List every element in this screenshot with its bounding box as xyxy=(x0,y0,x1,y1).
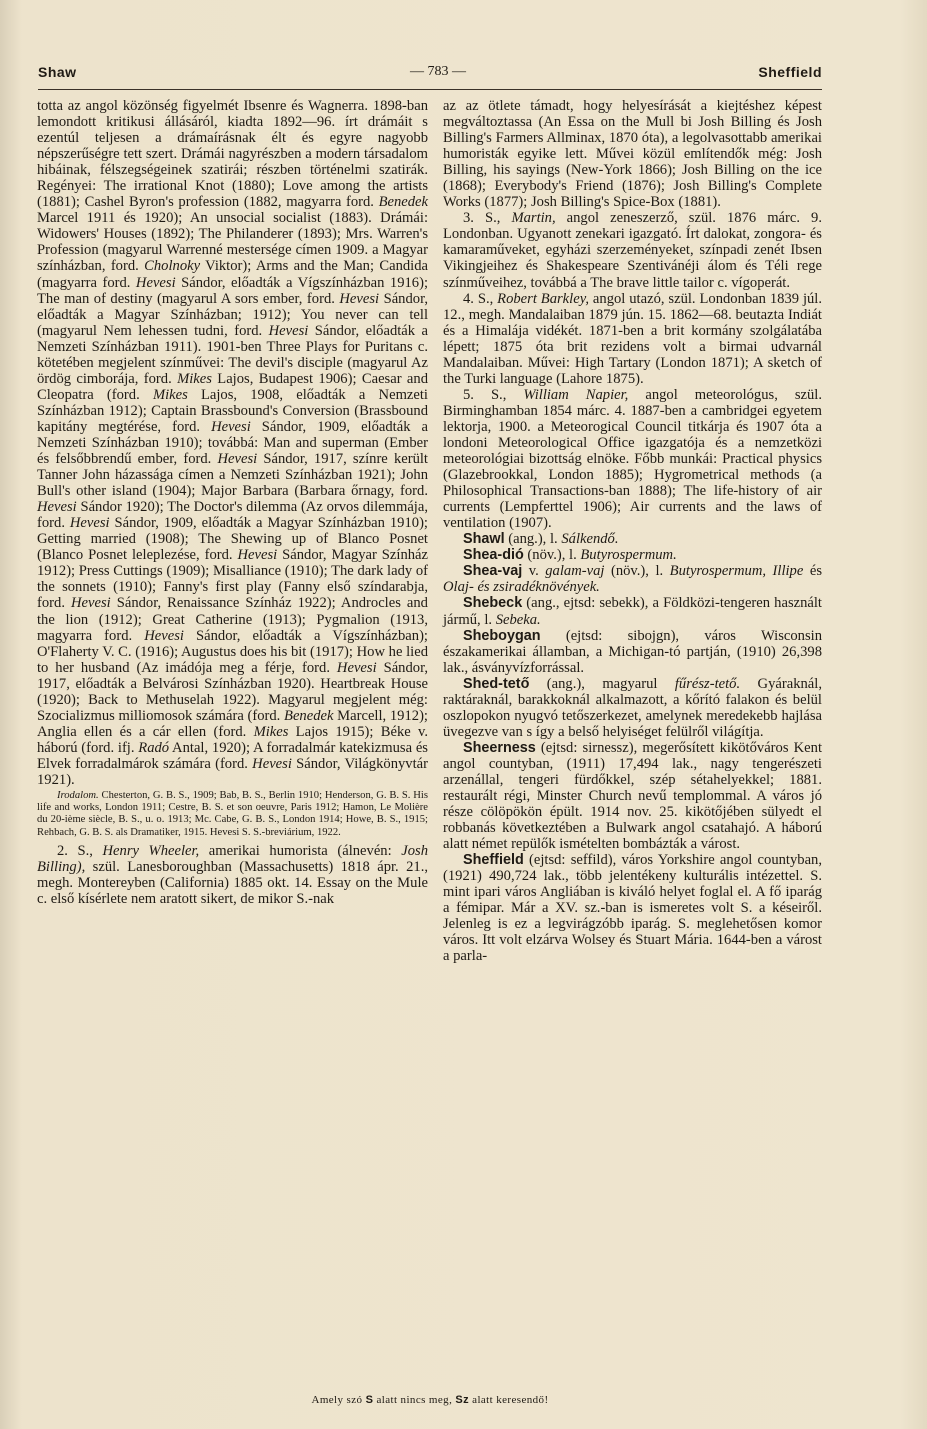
page-header xyxy=(38,64,822,84)
sheffield-entry: Sheffield (ejtsd: seffild), város Yorkshire angol countyban, (1921) 490,724 lak., több jelentékeny kulturális intézettel. S. mint ipari város Angliában is kiváló helyet foglal el. A fő iparág a fémipar. Már a XV. sz.-ban is ismeretes volt S. a késeiről. Jelenleg is ez a legvirágzóbb iparág. S. meglehetősen komor város. Itt volt elzárva Wolsey és Stuart Mária. 1644-ben a várost a parla- xyxy=(443,852,822,965)
shawl-entry: Shawl (ang.), l. Sálkendő. xyxy=(463,531,619,548)
header-rule xyxy=(38,89,822,90)
right-column xyxy=(443,98,822,965)
shea-vaj-entry: Shea-vaj v. galam-vaj (növ.), l. Butyrospermum, Illipe és Olaj- és zsiradéknövények. xyxy=(443,563,823,596)
page-footer-note: Amely szó S alatt nincs meg, Sz alatt keresendő! xyxy=(311,1394,549,1406)
shaw-henry-wheeler-entry: 2. S., Henry Wheeler, amerikai humorista (álnevén: Josh Billing), szül. Lanesboroughban (Massachusetts) 1818 ápr. 21., megh. Montereyben (California) 1885 okt. 14. Essay on the Mule c. első kísérlete nem aratott sikert, de mikor S.-nak xyxy=(37,842,428,907)
shaw-william-napier-entry: 5. S., William Napier, angol meteorológus, szül. Birminghamban 1854 márc. 4. 1887-ben a cambridgei egyetem lektorja, 1900. a Meteorogical Council titkárja és 1907 óta a londoni Meteorological Office igazgatója és a nemzetközi meteorológiai bizottság elnöke. Főbb munkái: Practical physics (Glazebrookkal, London 1885); Hygrometrical methods (a Philosophical Transactions-ban 1888); The life-history of air currents (Lempferttel 1906); Air currents and the laws of ventilation (1907). xyxy=(443,386,823,532)
shaw-henry-wheeler-continued: az az ötlete támadt, hogy helyesírását a kiejtéshez képest megváltoztassa (An Essa on the Mull bi Josh Billing és Josh Billing's Farmers Allminax, 1870 óta), a legolvasottabb amerikai humoristák egyike lett. Művei közül említendők még: Josh Billing, his sayings (New-York 1866); Josh Billing on the ice (1868); Everybody's Friend (1876); Josh Billing's Complete Works (1877); Josh Billing's Spice-Box (1881). xyxy=(443,98,822,211)
shea-dio-entry: Shea-dió (növ.), l. Butyrospermum. xyxy=(463,547,677,564)
shaw-george-bernard-entry: totta az angol közönség figyelmét Ibsenre és Wagnerra. 1898-ban lemondott kritikusi állásáról, kiadta 1892—96. írt drámáit s ezentúl teljesen a drámaírásnak élt és egyre nagyobb népszerűségre tett szert. Drámái nagyrészben a modern társadalom hibáinak, félszegségeinek szatirái; részben történelmi szatirák. Regényei: The irrational Knot (1880); Love among the artists (1881); Cashel Byron's profession (1882, magyarra ford. Benedek Marcel 1911 és 1920); An unsocial socialist (1883). Drámái: Widowers' Houses (1892); The Philanderer (1893); Mrs. Warren's Profession (magyarul Warrenné mestersége címen 1909. a Magyar színházban, ford. Cholnoky Viktor); Arms and the Man; Candida (magyarra ford. Hevesi Sándor, előadták a Vígszínházban 1916); The man of destiny (magyarul A sors ember, ford. Hevesi Sándor, előadták a Magyar Színházban; 1912); You never can tell (magyarul Nem lehessen tudni, ford. Hevesi Sándor, előadták a Nemzeti Színházban 1911). 1901-ben Three Plays for Puritans c. kötetében megjelent színművei: The devil's disciple (magyarul Az ördög cimborája, ford. Mikes Lajos, Budapest 1906); Caesar and Cleopatra (ford. Mikes Lajos, 1908, előadták a Nemzeti Színházban 1912); Captain Brassbound's Conversion (Brassbound kapitány megtérése, ford. Hevesi Sándor, 1909, előadták a Nemzeti Színházban 1910); továbbá: Man and superman (Ember és felsőbbrendű ember, ford. Hevesi Sándor, 1917, színre került Tanner John házassága címen a Nemzeti Színházban 1921); John Bull's other island (1904); Major Barbara (Barbara őrnagy, ford. Hevesi Sándor 1920); The Doctor's dilemma (Az orvos dilemmája, ford. Hevesi Sándor, 1909, előadták a Magyar Színházban 1910); Getting married (1908); The Shewing up of Blanco Posnet (Blanco Posnet leleplezése, ford. Hevesi Sándor, Magyar Színház 1912); Press Cuttings (1909); Misalliance (1910); The dark lady of the sonnets (1910); Fanny's first play (Fanny első színdarabja, ford. Hevesi Sándor, Renaissance Színház 1922); Androcles and the lion (1912); Great Catherine (1913); Pygmalion (1913, magyarra ford. Hevesi Sándor, előadták a Vígszínházban); O'Flaherty V. C. (1916); Augustus does his bit (1917); How he lied to her husband (Az imádója meg a férje, ford. Hevesi Sándor, 1917, előadták a Belvárosi Színházban 1920). Heartbreak House (1920); Back to Methuselah 1922). Magyarul megjelent még: Szocializmus milliomosok számára (ford. Benedek Marcell, 1912); Anglia ellen és a cár ellen (ford. Mikes Lajos 1915); Béke v. háború (ford. ifj. Radó Antal, 1920); A forradalmár katekizmusa és Elvek forradalmárok számára (ford. Hevesi Sándor, Világkönyvtár 1921). xyxy=(37,98,429,788)
shaw-robert-barkley-entry: 4. S., Robert Barkley, angol utazó, szül. Londonban 1839 júl. 12., megh. Mandalaiban 1879 jún. 15. 1862—68. beutazta Indiát és a Himalája vidékét. 1871-ben a brit kormány szolgálatába lépett; 1875 óta brit rezidens volt a birmai udvarnál Mandalaiban. Művei: High Tartary (London 1871); A sketch of the Turki language (Lahore 1875). xyxy=(443,290,823,387)
header-right-guide-word: Sheffield xyxy=(758,64,822,80)
header-left-guide-word: Shaw xyxy=(38,64,77,80)
sheboygan-entry: Sheboygan (ejtsd: sibojgn), város Wisconsin északamerikai államban, a Michigan-tó partján, (1910) 26,398 lak., ásványvízforrással. xyxy=(443,627,822,676)
page-number: — 783 — xyxy=(410,64,466,79)
literature-references: Irodalom. Chesterton, G. B. S., 1909; Bab, B. S., Berlin 1910; Henderson, G. B. S. His life and works, London 1911; Cestre, B. S. et son oeuvre, Paris 1912; Hamon, Le Molière du 20-ième siècle, B. S., u. o. 1913; Mc. Cabe, G. B. S., London 1914; Howe, B. S., 1915; Rehbach, G. B. S. als Dramatiker, 1915. Hevesi S. S.-breviárium, 1922. xyxy=(37,790,428,838)
shaw-martin-entry: 3. S., Martin, angol zeneszerző, szül. 1876 márc. 9. Londonban. Ugyanott zenekari igazgató. Írt dalokat, zongora- és kamaraműveket, egyházi szerzeményeket, színpadi zenét Ibsen Vikingjeihez és Shakespeare Szentivánéji álom és Téli rege színműveihez, továbbá a The brave little tailor c. vígoperát. xyxy=(443,210,822,291)
left-column xyxy=(37,98,428,907)
shebeck-entry: Shebeck (ang., ejtsd: sebekk), a Földközi-tengeren használt jármű, l. Sebeka. xyxy=(443,595,822,628)
shed-teto-entry: Shed-tető (ang.), magyarul fűrész-tető. Gyáraknál, raktáraknál, barakkoknál alkalmazott, a kőrító falakon és belül oszlopokon nyugvó tetőszerkezet, amelynek meredekebb hajlása üvegezve van s így a belső helyiséget felülről világítja. xyxy=(443,675,822,740)
sheerness-entry: Sheerness (ejtsd: sirnessz), megerősített kikötőváros Kent angol countyban, (1911) 17,494 lak., nagy tengerészeti arzenállal, tengeri fürdőkkel, szép sétahelyekkel; 1881. restaurált régi, Minster Church nevű templommal. A város jó része cölöpökön épült. 1914 nov. 25. kikötőjében sülyedt el robbanás következtében a Bulwark angol csatahajó. A háború alatt német repülők ismételten bombázták a várost. xyxy=(443,739,822,853)
